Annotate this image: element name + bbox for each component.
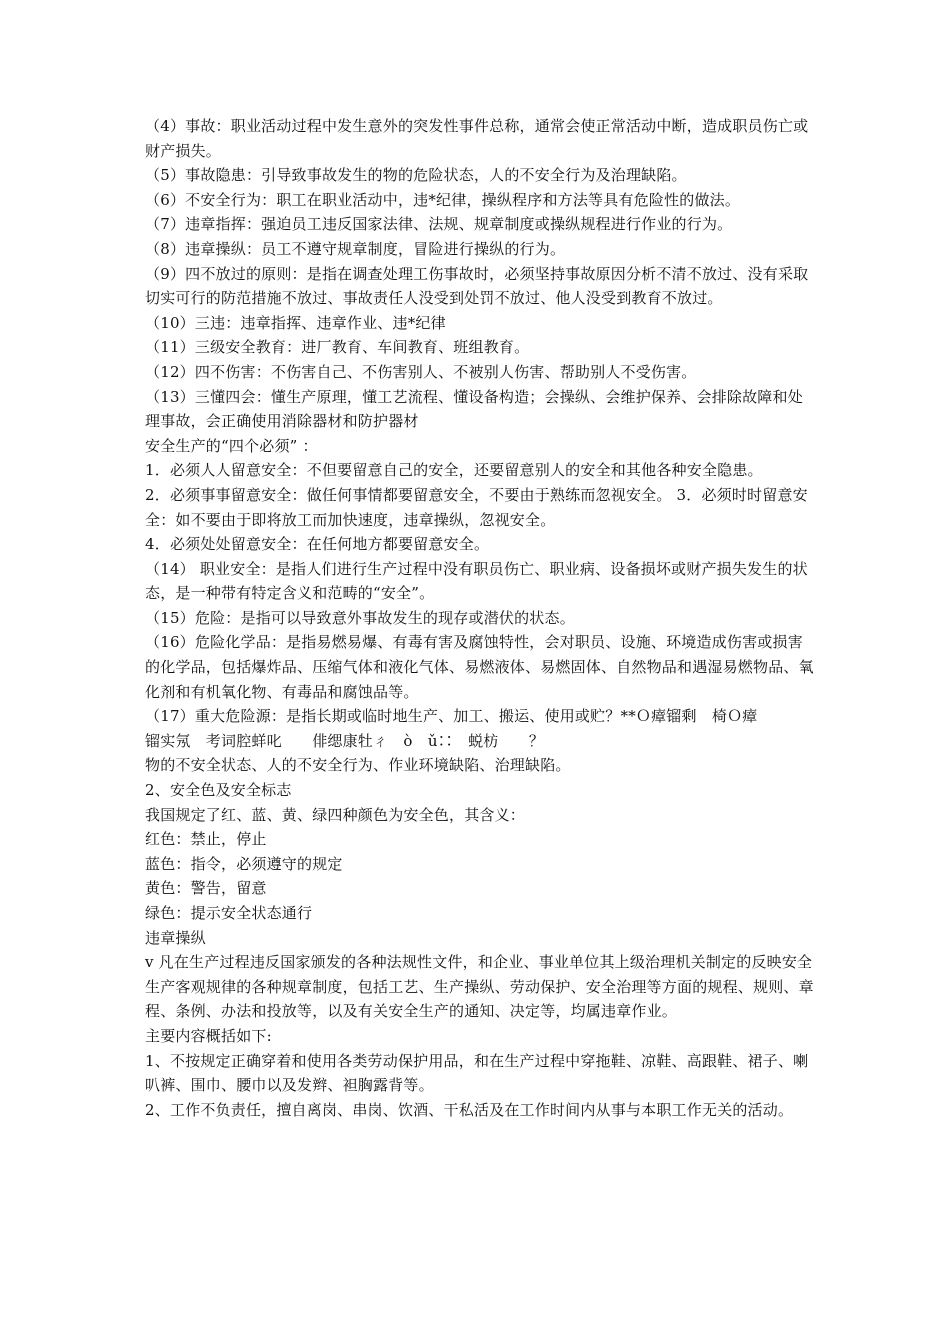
paragraph-four-musts-heading: 安全生产的“四个必须” ： [145, 436, 318, 455]
paragraph-content-item-2: 2、工作不负责任，擅自离岗、串岗、饮酒、干私活及在工作时间内从事与本职工作无关的活动。 [145, 1100, 794, 1119]
section-heading-safety-colors: 2、安全色及安全标志 [145, 781, 292, 800]
paragraph-illegal-operation: （8）违章操纵：员工不遵守规章制度，冒险进行操纵的行为。 [145, 239, 566, 258]
paragraph-hazardous-chemicals: （16）危险化学品：是指易燃易爆、有毒有害及腐蚀特性，会对职员、设施、环境造成伤害或损害的化学品，包括爆炸品、压缩气体和液化气体、易燃液体、易燃固体、自然物品和遇湿易燃物品、氧化剂和有机氧化物、有毒品和腐蚀品等。 [145, 633, 814, 701]
paragraph-content-item-1: 1、不按规定正确穿着和使用各类劳动保护用品，和在生产过程中穿拖鞋、凉鞋、高跟鞋、裙子、喇叭裤、围巾、腰巾以及发辫、袒胸露背等。 [145, 1051, 809, 1095]
paragraph-four-no-release: （9）四不放过的原则：是指在调查处理工伤事故时，必须坚持事故原因分析不清不放过、没有采取切实可行的防范措施不放过、事故责任人没受到处罚不放过、他人没受到教育不放过。 [145, 264, 809, 308]
paragraph-danger: （15）危险：是指可以导致意外事故发生的现存或潜伏的状态。 [145, 608, 575, 627]
paragraph-four-no-harm: （12）四不伤害：不伤害自己、不伤害别人、不被别人伤害、帮助别人不受伤害。 [145, 362, 697, 381]
paragraph-illegal-operation-definition: v 凡在生产过程违反国家颁发的各种法规性文件，和企业、事业单位其上级治理机关制定的反映安全生产客观规律的各种规章制度，包括工艺、生产操纵、劳动保护、安全治理等方面的规程、规则、章程、条例、办法和投放等，以及有关安全生产的通知、决定等，均属违章作业。 [145, 953, 814, 1021]
paragraph-unsafe-states: 物的不安全状态、人的不安全行为、作业环境缺陷、治理缺陷。 [145, 756, 571, 775]
paragraph-three-level-education: （11）三级安全教育：进厂教育、车间教育、班组教育。 [145, 338, 530, 357]
paragraph-three-violations: （10）三违：违章指挥、违章作业、违*纪律 [145, 313, 446, 332]
paragraph-color-red: 红色：禁止，停止 [145, 830, 267, 849]
paragraph-unsafe-behavior: （6）不安全行为：职工在职业活动中，违*纪律，操纵程序和方法等具有危险性的做法。 [145, 190, 741, 209]
paragraph-illegal-command: （7）违章指挥：强迫员工违反国家法律、法规、规章制度或操纵规程进行作业的行为。 [145, 215, 733, 234]
section-heading-illegal-operation: 违章操纵 [145, 928, 206, 947]
paragraph-accident-definition: （4）事故：职业活动过程中发生意外的突发性事件总称，通常会使正常活动中断，造成职员伤亡或财产损失。 [145, 117, 809, 160]
paragraph-color-yellow: 黄色：警告，留意 [145, 879, 267, 898]
document-body [145, 114, 815, 1122]
paragraph-must-4: 4．必须处处留意安全：在任何地方都要留意安全。 [145, 535, 490, 554]
paragraph-garbled-text: 镏实氖 考词腔蛘叱 俳缌康牡ㄔ ò ǔ∷ 蜕枋 ？ [145, 731, 545, 750]
paragraph-main-content-heading: 主要内容概括如下: [145, 1026, 272, 1045]
paragraph-safety-colors-intro: 我国规定了红、蓝、黄、绿四种颜色为安全色，其含义： [145, 805, 526, 824]
paragraph-must-2-3: 2．必须事事留意安全：做任何事情都要留意安全，不要由于熟练而忽视安全。 3．必须时时留意安全：如不要由于即将放工而加快速度，违章操纵，忽视安全。 [145, 485, 808, 529]
paragraph-three-know-four-can: （13）三懂四会：懂生产原理，懂工艺流程、懂设备构造；会操纵、会维护保养、会排除故障和处理事故，会正确使用消除器材和防护器材 [145, 387, 803, 431]
paragraph-color-green: 绿色：提示安全状态通行 [145, 904, 313, 922]
paragraph-must-1: 1．必须人人留意安全：不但要留意自己的安全，还要留意别人的安全和其他各种安全隐患。 [145, 461, 763, 480]
paragraph-color-blue: 蓝色：指令，必须遵守的规定 [145, 854, 343, 873]
paragraph-hazard-definition: （5）事故隐患：引导致事故发生的物的危险状态，人的不安全行为及治理缺陷。 [145, 166, 687, 185]
paragraph-occupational-safety: （14） 职业安全：是指人们进行生产过程中没有职员伤亡、职业病、设备损坏或财产损失发生的状态，是一种带有特定含义和范畴的“安全”。 [145, 559, 808, 603]
paragraph-major-hazard-source: （17）重大危险源：是指长期或临时地生产、加工、搬运、使用或贮？**Ｏ瘴镏剩 椅Ｏ瘴 [145, 707, 758, 726]
